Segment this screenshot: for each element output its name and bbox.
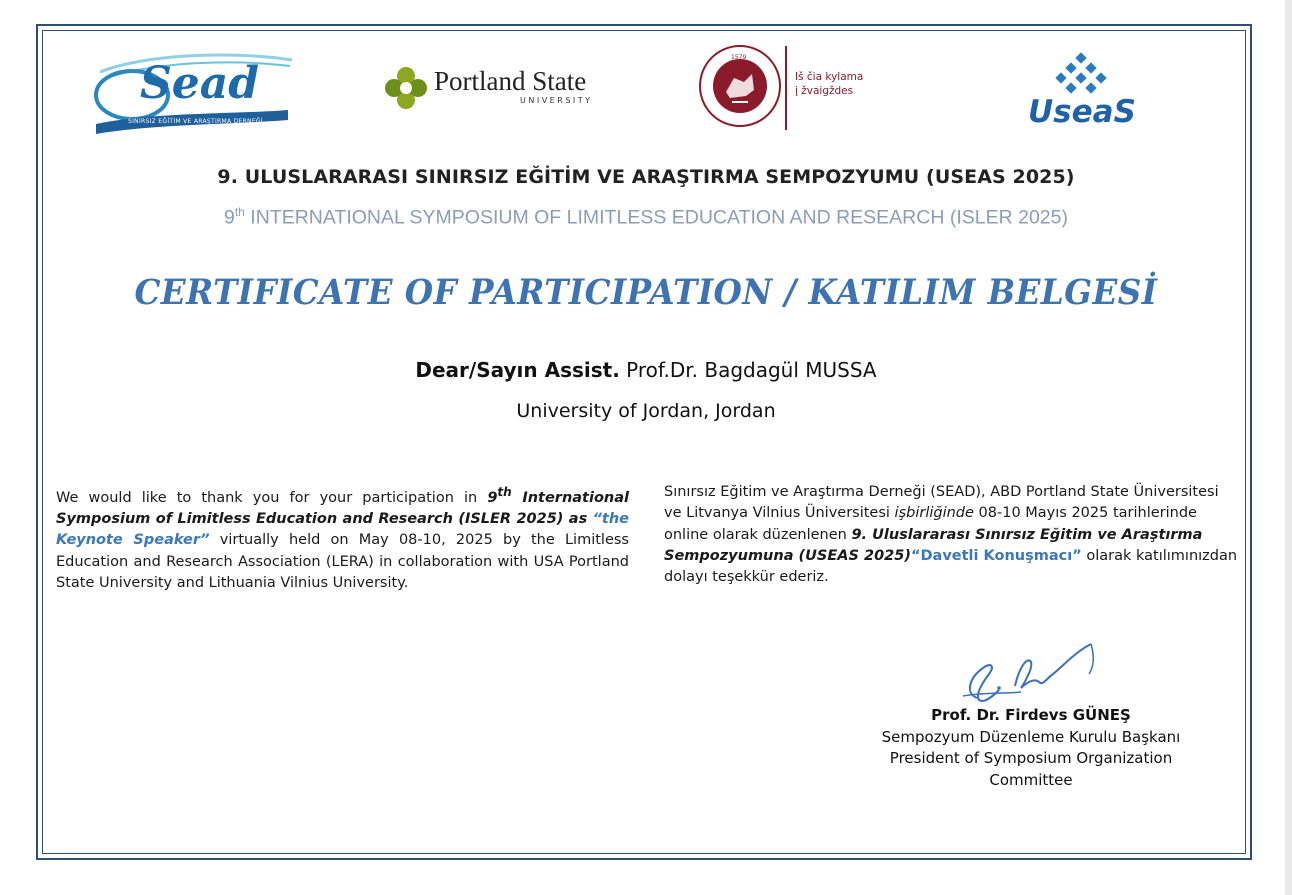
body-en-sup: th	[497, 485, 512, 499]
body-tr-role: “Davetli Konuşmacı”	[910, 547, 1082, 564]
body-en-event: International Symposium of Limitless Education and Research (ISLER 2025) as	[56, 489, 629, 528]
certificate-title-text: CERTIFICATE OF PARTICIPATION / KATILIM BELGESİ	[134, 272, 1158, 313]
certificate-title	[0, 272, 1292, 313]
signatory-block	[858, 705, 1204, 791]
recipient-affiliation: University of Jordan, Jordan	[516, 400, 776, 422]
sead-logo	[92, 50, 297, 134]
body-en-intro: We would like to thank you for your participation in	[56, 489, 488, 506]
sead-subtitle: SINIRSIZ EĞİTİM VE ARAŞTIRMA DERNEĞİ	[128, 118, 263, 125]
body-english	[56, 482, 629, 594]
vilnius-divider	[785, 46, 787, 130]
body-en-details: virtually held on May 08-10, 2025 by the Limitless Education and Research Association (LERA) in collaboration with USA Portland State University and Lithuania Vilnius University.	[56, 532, 629, 592]
useas-wordmark: UseaS	[1028, 94, 1136, 130]
symposium-title-tr: 9. ULUSLARARASI SINIRSIZ EĞİTİM VE ARAŞTIRMA SEMPOZYUMU (USEAS 2025)	[217, 166, 1075, 188]
portland-state-emblem-icon	[384, 66, 428, 110]
body-en-role: “the Keynote Speaker”	[56, 511, 629, 549]
vilnius-university-logo	[698, 44, 878, 130]
vilnius-motto-line2: į žvaigždes	[795, 85, 854, 97]
body-tr-event: 9. Uluslararası Sınırsız Eğitim ve Araştırma Sempozyumuna (USEAS 2025)	[664, 526, 1203, 564]
recipient-salutation: Dear/Sayın Assist.	[415, 358, 620, 382]
body-tr-thanks: olarak katılımınızdan dolayı teşekkür ederiz.	[664, 547, 1238, 586]
signature-image	[955, 638, 1100, 706]
sead-wordmark: Sead	[140, 58, 260, 109]
body-tr-collab: işbirliğinde	[894, 505, 974, 522]
symposium-ordinal: th	[234, 205, 245, 219]
signatory-name: Prof. Dr. Firdevs GÜNEŞ	[931, 706, 1131, 724]
vilnius-year: 1579	[731, 54, 747, 61]
body-en-event-number	[487, 485, 512, 506]
body-tr-dates: 08-10 Mayıs 2025 tarihlerinde online olarak düzenlenen	[664, 505, 1197, 543]
recipient-line	[0, 358, 1292, 382]
body-en-num: 9	[487, 489, 498, 506]
body-turkish	[664, 482, 1238, 588]
useas-diamond-icon	[1025, 52, 1140, 98]
signatory-title-tr: Sempozyum Düzenleme Kurulu Başkanı	[881, 727, 1181, 746]
vilnius-motto-line1: Iš čia kylama	[795, 71, 864, 83]
symposium-number: 9	[223, 206, 235, 229]
portland-state-logo	[384, 62, 599, 112]
portland-state-sub: UNIVERSITY	[520, 96, 593, 105]
symposium-title-en	[0, 205, 1292, 230]
portland-state-name: Portland State	[434, 66, 587, 96]
page-edge	[1285, 0, 1292, 895]
symposium-title-en-text: INTERNATIONAL SYMPOSIUM OF LIMITLESS EDUCATION AND RESEARCH (ISLER 2025)	[244, 206, 1068, 229]
body-tr-intro: Sınırsız Eğitim ve Araştırma Derneği (SEAD), ABD Portland State Üniversitesi ve Litvanya Vilnius Üniversitesi	[664, 484, 1219, 522]
signatory-title-en: President of Symposium Organization Committee	[889, 749, 1173, 789]
recipient-name: Prof.Dr. Bagdagül MUSSA	[619, 358, 877, 382]
useas-logo	[1025, 52, 1140, 134]
